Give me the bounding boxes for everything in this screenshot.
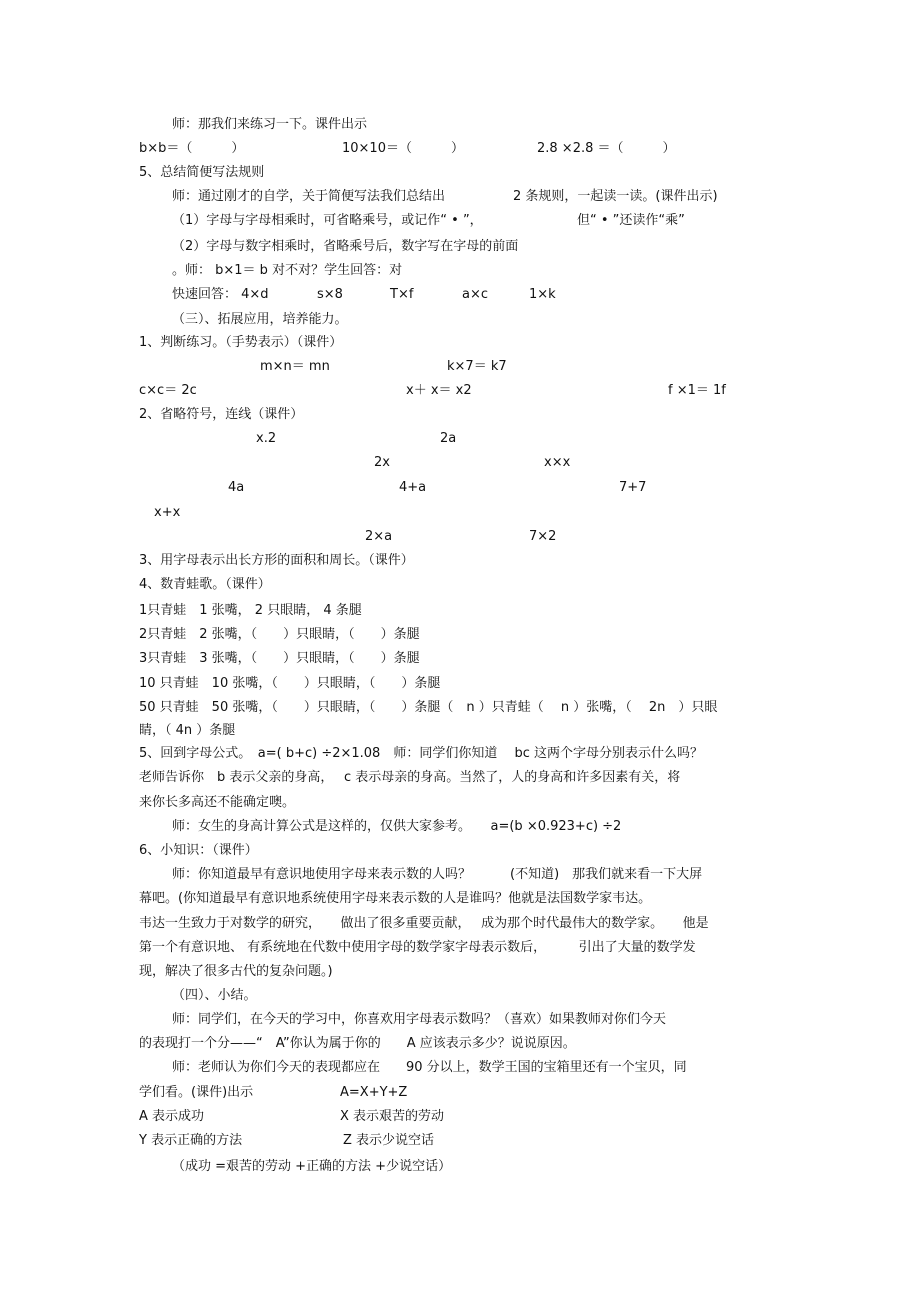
- text-line: 来你长多高还不能确定噢。: [139, 795, 296, 810]
- text-line: 1×k: [529, 287, 556, 302]
- text-line: 1、判断练习。（手势表示）（课件）: [139, 335, 343, 350]
- text-line: Y 表示正确的方法: [139, 1133, 243, 1148]
- text-line: 4a: [228, 480, 245, 495]
- text-line: k×7＝ k7: [447, 359, 507, 374]
- text-line: A 表示成功: [139, 1109, 205, 1124]
- text-line: 50 只青蛙 50 张嘴，（ ）只眼睛，（ ）条腿（ n ）只青蛙（ n ）张嘴，（ 2n ）只眼: [139, 700, 718, 715]
- text-line: m×n＝ mn: [260, 359, 330, 374]
- text-line: a×c: [462, 287, 489, 302]
- text-line: 4、数青蛙歌。（课件）: [139, 577, 271, 592]
- text-line: f ×1＝ 1f: [668, 383, 726, 398]
- text-line: 2x: [374, 455, 390, 470]
- text-line: 的表现打一个分——“ A”你认为属于你的 A 应该表示多少？说说原因。: [139, 1036, 576, 1051]
- text-line: 6、小知识：（课件）: [139, 843, 258, 858]
- section-heading: （三）、拓展应用，培养能力。: [172, 312, 348, 327]
- text-line: b×b＝（ ）: [139, 141, 245, 156]
- text-line: s×8: [317, 287, 343, 302]
- text-line: 。师： b×1＝ b 对不对？学生回答：对: [172, 263, 403, 278]
- text-line: 学们看。(课件)出示: [139, 1085, 254, 1100]
- text-line: 师：女生的身高计算公式是这样的，仅供大家参考。 a=(b ×0.923+c) ÷2: [172, 819, 622, 834]
- text-line: 师：你知道最早有意识地使用字母来表示数的人吗？ (不知道) 那我们就来看一下大屏: [172, 867, 703, 882]
- text-line: X 表示艰苦的劳动: [340, 1109, 445, 1124]
- text-line: 2.8 ×2.8 ＝（ ）: [537, 141, 676, 156]
- text-line: 2×a: [365, 529, 393, 544]
- text-line: 7+7: [619, 480, 647, 495]
- section-heading: 5、总结简便写法规则: [139, 165, 265, 180]
- text-line: 1只青蛙 1 张嘴， 2 只眼睛， 4 条腿: [139, 603, 362, 618]
- text-line: x+x: [154, 505, 181, 520]
- text-line: 但“ • ”还读作“乘”: [577, 213, 685, 228]
- text-line: 7×2: [529, 529, 557, 544]
- text-line: 师：同学们，在今天的学习中，你喜欢用字母表示数吗？（喜欢）如果教师对你们今天: [172, 1012, 667, 1027]
- text-line: （1）字母与字母相乘时，可省略乘号，或记作“ • ”，: [172, 213, 483, 228]
- text-line: 第一个有意识地、 有系统地在代数中使用字母的数学家字母表示数后， 引出了大量的数学发: [139, 940, 696, 955]
- text-line: c×c＝ 2c: [139, 383, 197, 398]
- text-line: 师：老师认为你们今天的表现都应在 90 分以上，数学王国的宝箱里还有一个宝贝，同: [172, 1060, 687, 1075]
- text-line: 2 条规则，一起读一读。(课件出示): [513, 189, 718, 204]
- text-line: x＋ x＝ x2: [406, 383, 472, 398]
- text-line: （成功 =艰苦的劳动 +正确的方法 +少说空话）: [172, 1159, 452, 1174]
- text-line: 幕吧。(你知道最早有意识地系统使用字母来表示数的人是谁吗？他就是法国数学家韦达。: [139, 891, 652, 906]
- text-line: 韦达一生致力于对数学的研究， 做出了很多重要贡献， 成为那个时代最伟大的数学家。 他是: [139, 916, 709, 931]
- text-line: 10×10＝（ ）: [342, 141, 464, 156]
- text-line: 睛，（ 4n ）条腿: [139, 723, 236, 738]
- text-line: A=X+Y+Z: [340, 1085, 408, 1100]
- text-line: T×f: [390, 287, 414, 302]
- text-line: x.2: [256, 431, 277, 446]
- text-line: 10 只青蛙 10 张嘴，（ ）只眼睛，（ ）条腿: [139, 676, 441, 691]
- text-line: 4+a: [399, 480, 427, 495]
- text-line: Z 表示少说空话: [343, 1133, 435, 1148]
- text-line: 3只青蛙 3 张嘴，（ ）只眼睛，（ ）条腿: [139, 651, 420, 666]
- text-line: 2、省略符号，连线（课件）: [139, 407, 304, 422]
- text-line: 快速回答： 4×d: [172, 287, 269, 302]
- section-heading: （四）、小结。: [172, 988, 257, 1003]
- text-line: x×x: [544, 455, 571, 470]
- text-line: 现，解决了很多古代的复杂问题。): [139, 964, 333, 979]
- text-line: 老师告诉你 b 表示父亲的身高， c 表示母亲的身高。当然了，人的身高和许多因素有关，将: [139, 770, 681, 785]
- text-line: 师：通过刚才的自学，关于简便写法我们总结出: [172, 189, 446, 204]
- text-line: 2a: [440, 431, 457, 446]
- text-line: （2）字母与数字相乘时，省略乘号后，数字写在字母的前面: [172, 239, 519, 254]
- text-line: 2只青蛙 2 张嘴，（ ）只眼睛，（ ）条腿: [139, 627, 420, 642]
- text-line: 3、用字母表示出长方形的面积和周长。（课件）: [139, 553, 414, 568]
- text-line: 5、回到字母公式。 a=( b+c) ÷2×1.08 师：同学们你知道 bc 这两个字母分别表示什么吗？: [139, 746, 703, 761]
- text-line: 师：那我们来练习一下。课件出示: [172, 117, 368, 132]
